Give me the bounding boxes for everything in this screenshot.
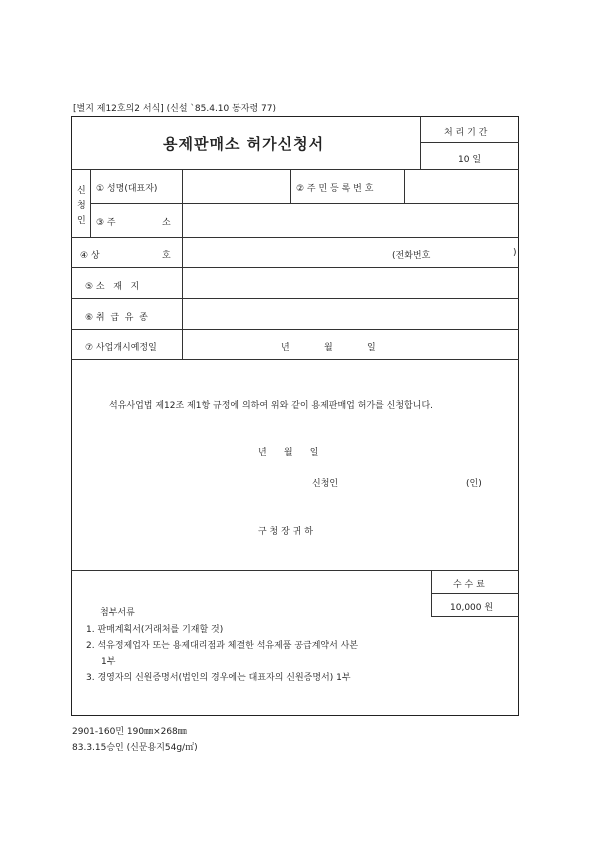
name-field[interactable]	[183, 170, 289, 202]
applicant-side-label-2: 청	[77, 201, 86, 211]
approval-note: 83.3.15승인 (신문용지54g/㎡)	[72, 743, 198, 753]
attachment-item: 3. 경영자의 신원증명서(법인의 경우에는 대표자의 신원증명서) 1부	[86, 673, 351, 683]
start-date-label: ⑦ 사업개시예정일	[85, 343, 157, 353]
attachment-item: 2. 석유정제업자 또는 용제대리점과 체결한 석유제품 공급계약서 사본	[86, 641, 359, 651]
divider	[71, 359, 519, 360]
divider	[90, 169, 91, 237]
attachment-item: 1. 판매계획서(거래처를 기재할 것)	[86, 625, 224, 635]
phone-label: (전화번호	[392, 251, 431, 261]
trade-name-label-end: 호	[162, 251, 171, 261]
divider	[431, 570, 432, 616]
form-title: 용제판매소 허가신청서	[163, 135, 325, 153]
form-reference-note: [별지 제12호의2 서식] (신설 `85.4.10 동자령 77)	[73, 104, 277, 114]
applicant-side-label-1: 신	[77, 186, 86, 196]
attachments-heading: 첨부서류	[100, 608, 135, 618]
seal-mark: (인)	[466, 479, 482, 489]
application-date-line[interactable]: 년 월 일	[258, 448, 319, 458]
divider	[431, 593, 519, 594]
fee-label: 수 수 료	[453, 580, 485, 590]
oil-type-label: ⑥ 취 급 유 종	[85, 313, 148, 323]
resident-number-label: ② 주 민 등 록 번 호	[296, 184, 374, 194]
processing-period-label: 처 리 기 간	[444, 128, 488, 138]
divider	[431, 616, 519, 617]
location-field[interactable]	[183, 268, 518, 297]
trade-name-field[interactable]	[183, 238, 383, 266]
print-spec: 2901-160민 190㎜×268㎜	[72, 727, 187, 737]
recipient: 구 청 장 귀 하	[258, 527, 313, 537]
address-label: ③ 주	[96, 218, 116, 228]
phone-field[interactable]	[438, 238, 512, 266]
divider	[420, 142, 519, 143]
address-label-end: 소	[162, 218, 171, 228]
fee-value: 10,000 원	[450, 603, 494, 613]
phone-close-paren: )	[513, 248, 517, 258]
oil-type-field[interactable]	[183, 299, 518, 328]
application-statement: 석유사업법 제12조 제1항 규정에 의하여 위와 같이 용제판매업 허가를 신청합니다.	[109, 401, 433, 411]
resident-number-field[interactable]	[405, 170, 518, 202]
processing-period-value: 10 일	[458, 155, 482, 165]
applicant-signature-field[interactable]	[345, 472, 460, 488]
divider	[71, 329, 519, 330]
divider	[290, 169, 291, 203]
trade-name-label: ④ 상	[80, 251, 100, 261]
address-field[interactable]	[183, 204, 518, 236]
applicant-signature-label: 신청인	[312, 479, 339, 489]
divider	[420, 116, 421, 169]
name-label: ① 성명(대표자)	[96, 184, 158, 194]
applicant-side-label-3: 인	[77, 216, 86, 226]
location-label: ⑤ 소 재 지	[85, 282, 140, 292]
divider	[71, 570, 519, 571]
attachment-item-continued: 1부	[101, 657, 116, 667]
start-date-value[interactable]: 년 월 일	[281, 343, 376, 353]
